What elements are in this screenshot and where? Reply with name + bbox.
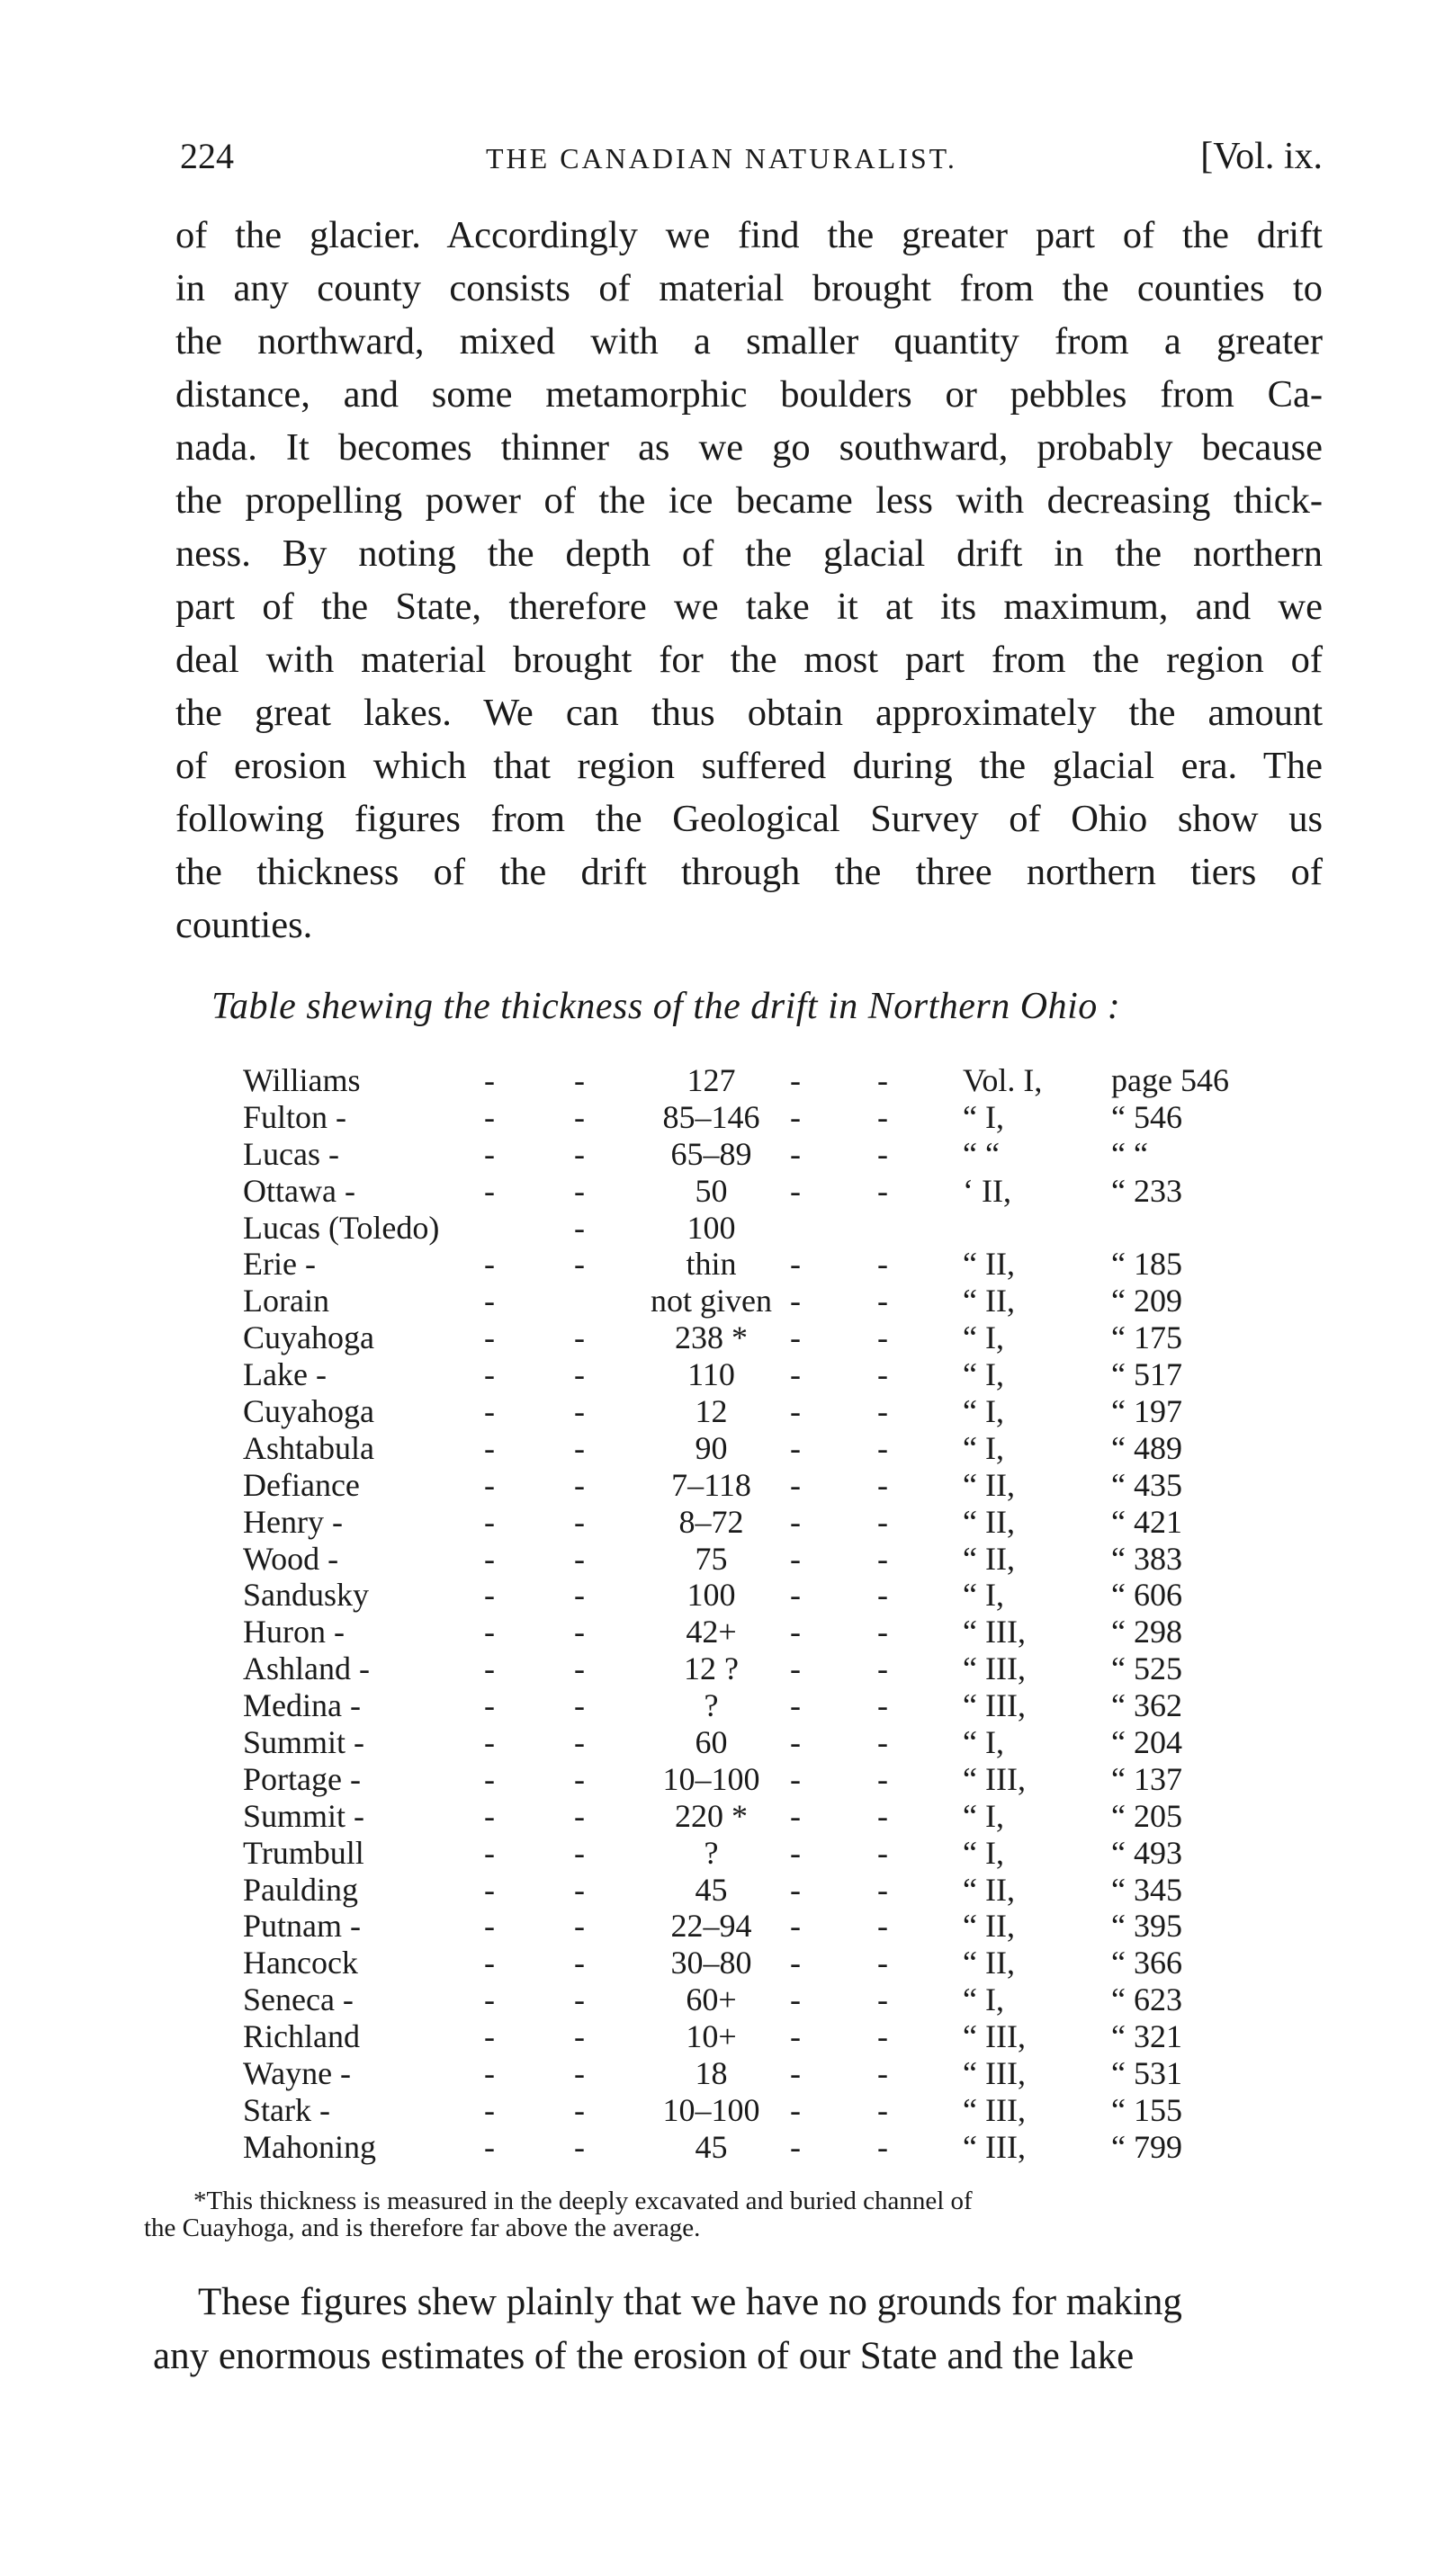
dash-leader: -: [574, 1062, 585, 1098]
thickness-value: 12 ?: [684, 1650, 739, 1687]
dash-leader: -: [790, 1687, 801, 1724]
dash-leader: -: [790, 2091, 801, 2128]
table-row: [243, 1172, 1260, 1209]
dash-leader: -: [790, 1834, 801, 1871]
table-row: [243, 1245, 1260, 1282]
dash-leader: -: [484, 1577, 495, 1614]
text-line: nada. It becomes thinner as we go southward, probably because: [175, 426, 1323, 469]
volume-ref: “ II,: [963, 1871, 1015, 1908]
county-name: Lucas (Toledo): [243, 1209, 440, 1246]
thickness-value: 10–100: [662, 1760, 760, 1797]
text-line: the northward, mixed with a smaller quantity from a greater: [175, 320, 1323, 362]
volume-ref: Vol. I,: [963, 1062, 1043, 1098]
thickness-value: 220 *: [675, 1797, 748, 1834]
dash-leader: -: [877, 1393, 888, 1430]
dash-leader: -: [574, 2128, 585, 2165]
thickness-value: 85–146: [662, 1098, 760, 1135]
volume-ref: “ II,: [963, 1503, 1015, 1540]
body-paragraph: [175, 209, 1323, 952]
dash-leader: -: [574, 1172, 585, 1209]
dash-leader: -: [877, 1283, 888, 1319]
dash-leader: -: [574, 2055, 585, 2092]
text-line: of the glacier. Accordingly we find the greater part of the drift: [175, 214, 1323, 256]
page-ref: “ 204: [1111, 1724, 1182, 1761]
dash-leader: -: [484, 1724, 495, 1761]
table-row: [243, 2091, 1260, 2128]
dash-leader: -: [877, 1797, 888, 1834]
drift-thickness-table: [243, 1061, 1260, 2165]
table-row: [243, 1613, 1260, 1650]
dash-leader: -: [484, 1062, 495, 1098]
table-row: [243, 1466, 1260, 1503]
table-row: [243, 1686, 1260, 1723]
dash-leader: -: [574, 1356, 585, 1393]
table-row: [243, 1061, 1260, 1098]
table-row: [243, 1540, 1260, 1577]
table-row: [243, 1576, 1260, 1613]
volume-ref: “ II,: [963, 1945, 1015, 1981]
page-ref: “ 321: [1111, 2018, 1182, 2055]
dash-leader: -: [877, 1687, 888, 1724]
thickness-value: 60: [695, 1724, 728, 1761]
text-line: distance, and some metamorphic boulders or pebbles from Ca-: [175, 373, 1323, 416]
dash-leader: -: [484, 1871, 495, 1908]
dash-leader: -: [484, 1540, 495, 1577]
dash-leader: -: [877, 1503, 888, 1540]
dash-leader: -: [790, 1760, 801, 1797]
page-ref: “ 517: [1111, 1356, 1182, 1393]
volume-ref: “ III,: [963, 2128, 1026, 2165]
dash-leader: -: [574, 1650, 585, 1687]
county-name: Richland: [243, 2018, 360, 2055]
dash-leader: -: [790, 1429, 801, 1466]
dash-leader: -: [484, 1945, 495, 1981]
page-ref: “ 155: [1111, 2091, 1182, 2128]
dash-leader: -: [790, 1503, 801, 1540]
dash-leader: -: [484, 1429, 495, 1466]
dash-leader: -: [484, 2128, 495, 2165]
text-line: following figures from the Geological Survey of Ohio show us: [175, 798, 1323, 840]
dash-leader: -: [484, 1356, 495, 1393]
page-ref: “ 137: [1111, 1760, 1182, 1797]
thickness-value: 100: [687, 1209, 736, 1246]
dash-leader: -: [484, 1393, 495, 1430]
dash-leader: -: [790, 1246, 801, 1283]
county-name: Fulton -: [243, 1098, 347, 1135]
dash-leader: -: [484, 2018, 495, 2055]
page-ref: “ 546: [1111, 1098, 1182, 1135]
dash-leader: -: [877, 1908, 888, 1945]
dash-leader: -: [574, 2091, 585, 2128]
thickness-value: 45: [695, 2128, 728, 2165]
thickness-value: ?: [704, 1834, 719, 1871]
volume-ref: “ III,: [963, 2018, 1026, 2055]
volume-ref: “ III,: [963, 1614, 1026, 1650]
page-ref: “ 395: [1111, 1908, 1182, 1945]
page-ref: “ 209: [1111, 1283, 1182, 1319]
page-ref: page 546: [1111, 1062, 1229, 1098]
dash-leader: -: [877, 1577, 888, 1614]
thickness-value: 45: [695, 1871, 728, 1908]
page-ref: “ 435: [1111, 1466, 1182, 1503]
dash-leader: -: [484, 1319, 495, 1356]
dash-leader: -: [877, 1319, 888, 1356]
dash-leader: -: [790, 1393, 801, 1430]
dash-leader: -: [877, 1760, 888, 1797]
dash-leader: -: [574, 1945, 585, 1981]
table-row: [243, 1503, 1260, 1540]
dash-leader: -: [484, 1908, 495, 1945]
dash-leader: -: [877, 2055, 888, 2092]
dash-leader: -: [790, 1577, 801, 1614]
county-name: Ottawa -: [243, 1172, 355, 1209]
text-line: of erosion which that region suffered during the glacial era. The: [175, 745, 1323, 787]
volume-ref: “ II,: [963, 1540, 1015, 1577]
dash-leader: -: [877, 1098, 888, 1135]
page-ref: “ 205: [1111, 1797, 1182, 1834]
thickness-value: 18: [695, 2055, 728, 2092]
table-row: [243, 2017, 1260, 2054]
dash-leader: -: [574, 1760, 585, 1797]
table-row: [243, 1355, 1260, 1392]
county-name: Hancock: [243, 1945, 358, 1981]
volume-ref: “ III,: [963, 2055, 1026, 2092]
text-line: ness. By noting the depth of the glacial drift in the northern: [175, 532, 1323, 575]
dash-leader: -: [877, 1540, 888, 1577]
thickness-value: 7–118: [671, 1466, 751, 1503]
table-row: [243, 1981, 1260, 2017]
dash-leader: -: [484, 1687, 495, 1724]
page-ref: “ 197: [1111, 1393, 1182, 1430]
dash-leader: -: [877, 2091, 888, 2128]
page-ref: “ 489: [1111, 1429, 1182, 1466]
dash-leader: -: [790, 1098, 801, 1135]
text-line: in any county consists of material brought from the counties to: [175, 267, 1323, 309]
running-title: THE CANADIAN NATURALIST.: [486, 142, 957, 174]
dash-leader: -: [877, 1062, 888, 1098]
text-line: part of the State, therefore we take it at its maximum, and we: [175, 586, 1323, 628]
thickness-value: 75: [695, 1540, 728, 1577]
page-ref: “ 799: [1111, 2128, 1182, 2165]
dash-leader: -: [790, 1319, 801, 1356]
dash-leader: -: [790, 1797, 801, 1834]
dash-leader: -: [574, 1319, 585, 1356]
thickness-value: 90: [695, 1429, 728, 1466]
county-name: Seneca -: [243, 1981, 354, 2018]
thickness-value: 60+: [686, 1981, 737, 2018]
dash-leader: -: [877, 1945, 888, 1981]
thickness-value: thin: [686, 1246, 737, 1283]
county-name: Wayne -: [243, 2055, 352, 2092]
volume-ref: “ II,: [963, 1246, 1015, 1283]
table-row: [243, 1209, 1260, 1246]
text-line: the propelling power of the ice became less with decreasing thick-: [175, 479, 1323, 522]
dash-leader: -: [790, 2018, 801, 2055]
dash-leader: -: [484, 1834, 495, 1871]
volume-ref: ‘ II,: [963, 1172, 1011, 1209]
page-ref: “ 175: [1111, 1319, 1182, 1356]
county-name: Cuyahoga: [243, 1319, 374, 1356]
county-name: Erie -: [243, 1246, 316, 1283]
dash-leader: -: [790, 1724, 801, 1761]
dash-leader: -: [484, 1503, 495, 1540]
volume-ref: “ I,: [963, 1981, 1004, 2018]
dash-leader: -: [790, 1614, 801, 1650]
volume-ref: “ I,: [963, 1577, 1004, 1614]
dash-leader: -: [484, 1981, 495, 2018]
dash-leader: -: [484, 1246, 495, 1283]
thickness-value: ?: [704, 1687, 719, 1724]
page-number: 224: [180, 136, 234, 176]
county-name: Ashtabula: [243, 1429, 374, 1466]
table-caption: Table shewing the thickness of the drift in Northern Ohio :: [211, 986, 1121, 1027]
dash-leader: -: [574, 1614, 585, 1650]
county-name: Ashland -: [243, 1650, 370, 1687]
county-name: Huron -: [243, 1614, 345, 1650]
dash-leader: -: [574, 1135, 585, 1172]
county-name: Sandusky: [243, 1577, 370, 1614]
county-name: Medina -: [243, 1687, 361, 1724]
dash-leader: -: [574, 1393, 585, 1430]
county-name: Trumbull: [243, 1834, 364, 1871]
volume-ref: “ III,: [963, 1760, 1026, 1797]
dash-leader: -: [790, 1135, 801, 1172]
dash-leader: -: [574, 1429, 585, 1466]
county-name: Williams: [243, 1062, 361, 1098]
volume-ref: “ II,: [963, 1908, 1015, 1945]
thickness-value: 100: [687, 1577, 736, 1614]
thickness-value: 30–80: [670, 1945, 752, 1981]
county-name: Cuyahoga: [243, 1393, 374, 1430]
page-ref: “ 383: [1111, 1540, 1182, 1577]
table-row: [243, 2128, 1260, 2165]
table-row: [243, 2054, 1260, 2091]
county-name: Lucas -: [243, 1135, 339, 1172]
volume-ref: “ II,: [963, 1466, 1015, 1503]
dash-leader: -: [574, 1687, 585, 1724]
dash-leader: -: [484, 1135, 495, 1172]
volume-ref: “ I,: [963, 1429, 1004, 1466]
dash-leader: -: [484, 1172, 495, 1209]
thickness-value: 42+: [686, 1614, 737, 1650]
dash-leader: -: [574, 1466, 585, 1503]
dash-leader: -: [790, 1945, 801, 1981]
volume-ref: “ III,: [963, 1687, 1026, 1724]
text-line: counties.: [175, 904, 313, 946]
dash-leader: -: [484, 1760, 495, 1797]
table-row: [243, 1871, 1260, 1908]
county-name: Stark -: [243, 2091, 330, 2128]
volume-ref: “ I,: [963, 1319, 1004, 1356]
page-ref: “ 362: [1111, 1687, 1182, 1724]
county-name: Henry -: [243, 1503, 343, 1540]
running-header: [180, 135, 1323, 189]
dash-leader: -: [484, 1466, 495, 1503]
thickness-value: 238 *: [675, 1319, 748, 1356]
thickness-value: 65–89: [670, 1135, 752, 1172]
volume-ref: “ III,: [963, 2091, 1026, 2128]
table-row: [243, 1834, 1260, 1871]
county-name: Lake -: [243, 1356, 327, 1393]
dash-leader: -: [877, 1614, 888, 1650]
dash-leader: -: [877, 1650, 888, 1687]
dash-leader: -: [877, 2128, 888, 2165]
dash-leader: -: [484, 1650, 495, 1687]
dash-leader: -: [790, 1283, 801, 1319]
text-line: deal with material brought for the most part from the region of: [175, 639, 1323, 681]
table-row: [243, 1760, 1260, 1797]
dash-leader: -: [877, 1466, 888, 1503]
dash-leader: -: [877, 1246, 888, 1283]
table-row: [243, 1797, 1260, 1834]
dash-leader: -: [790, 1172, 801, 1209]
dash-leader: -: [790, 1062, 801, 1098]
closing-paragraph: [153, 2276, 1296, 2384]
dash-leader: -: [574, 1503, 585, 1540]
table-row: [243, 1429, 1260, 1466]
dash-leader: -: [790, 1981, 801, 2018]
dash-leader: -: [790, 1356, 801, 1393]
volume-label: [Vol. ix.: [1200, 136, 1323, 177]
page-ref: “ 345: [1111, 1871, 1182, 1908]
county-name: Lorain: [243, 1283, 329, 1319]
dash-leader: -: [574, 1871, 585, 1908]
table-row: [243, 1650, 1260, 1686]
volume-ref: “ I,: [963, 1098, 1004, 1135]
dash-leader: -: [484, 2091, 495, 2128]
table-row: [243, 1392, 1260, 1429]
dash-leader: -: [790, 1466, 801, 1503]
county-name: Summit -: [243, 1724, 365, 1761]
footnote: [144, 2187, 1305, 2241]
thickness-value: 50: [695, 1172, 728, 1209]
dash-leader: -: [790, 1871, 801, 1908]
text-line: any enormous estimates of the erosion of our State and the lake: [153, 2335, 1135, 2377]
dash-leader: -: [574, 1724, 585, 1761]
volume-ref: “ II,: [963, 1283, 1015, 1319]
county-name: Summit -: [243, 1797, 365, 1834]
thickness-value: not given: [651, 1283, 772, 1319]
dash-leader: -: [790, 1650, 801, 1687]
table-row: [243, 1098, 1260, 1135]
county-name: Mahoning: [243, 2128, 376, 2165]
page-ref: “ “: [1111, 1135, 1148, 1172]
table-row: [243, 1135, 1260, 1172]
page-ref: “ 298: [1111, 1614, 1182, 1650]
dash-leader: -: [877, 1871, 888, 1908]
table-row: [243, 1282, 1260, 1319]
dash-leader: -: [574, 2018, 585, 2055]
footnote-line: *This thickness is measured in the deeply excavated and buried channel of: [193, 2187, 973, 2215]
thickness-value: 22–94: [670, 1908, 752, 1945]
dash-leader: -: [574, 1209, 585, 1246]
volume-ref: “ I,: [963, 1797, 1004, 1834]
county-name: Putnam -: [243, 1908, 361, 1945]
text-line: the thickness of the drift through the three northern tiers of: [175, 851, 1323, 893]
county-name: Paulding: [243, 1871, 359, 1908]
volume-ref: “ I,: [963, 1356, 1004, 1393]
dash-leader: -: [574, 1577, 585, 1614]
dash-leader: -: [877, 1356, 888, 1393]
dash-leader: -: [790, 1908, 801, 1945]
volume-ref: “ “: [963, 1135, 1000, 1172]
text-line: the great lakes. We can thus obtain approximately the amount: [175, 692, 1323, 734]
volume-ref: “ III,: [963, 1650, 1026, 1687]
page-ref: “ 623: [1111, 1981, 1182, 2018]
thickness-value: 127: [687, 1062, 736, 1098]
table-row: [243, 1907, 1260, 1944]
page-ref: “ 366: [1111, 1945, 1182, 1981]
dash-leader: -: [790, 2128, 801, 2165]
table-row: [243, 1723, 1260, 1760]
page-ref: “ 525: [1111, 1650, 1182, 1687]
table-row: [243, 1319, 1260, 1355]
page-ref: “ 606: [1111, 1577, 1182, 1614]
thickness-value: 110: [687, 1356, 735, 1393]
thickness-value: 10–100: [662, 2091, 760, 2128]
page-ref: “ 233: [1111, 1172, 1182, 1209]
dash-leader: -: [790, 1540, 801, 1577]
dash-leader: -: [877, 1429, 888, 1466]
dash-leader: -: [574, 1981, 585, 2018]
dash-leader: -: [877, 2018, 888, 2055]
dash-leader: -: [484, 1283, 495, 1319]
dash-leader: -: [484, 1098, 495, 1135]
thickness-value: 12: [695, 1393, 728, 1430]
volume-ref: “ I,: [963, 1834, 1004, 1871]
page-ref: “ 531: [1111, 2055, 1182, 2092]
page-ref: “ 493: [1111, 1834, 1182, 1871]
dash-leader: -: [484, 1614, 495, 1650]
dash-leader: -: [877, 1135, 888, 1172]
dash-leader: -: [877, 1724, 888, 1761]
dash-leader: -: [574, 1246, 585, 1283]
dash-leader: -: [574, 1098, 585, 1135]
table-row: [243, 1944, 1260, 1981]
county-name: Wood -: [243, 1540, 339, 1577]
dash-leader: -: [484, 2055, 495, 2092]
footnote-line: the Cuayhoga, and is therefore far above the average.: [144, 2214, 701, 2242]
page-ref: “ 185: [1111, 1246, 1182, 1283]
thickness-value: 10+: [686, 2018, 737, 2055]
thickness-value: 8–72: [678, 1503, 744, 1540]
dash-leader: -: [574, 1834, 585, 1871]
text-line: These figures shew plainly that we have no grounds for making: [198, 2281, 1182, 2323]
dash-leader: -: [574, 1908, 585, 1945]
dash-leader: -: [790, 2055, 801, 2092]
dash-leader: -: [877, 1172, 888, 1209]
page-ref: “ 421: [1111, 1503, 1182, 1540]
dash-leader: -: [877, 1834, 888, 1871]
county-name: Defiance: [243, 1466, 360, 1503]
county-name: Portage -: [243, 1760, 361, 1797]
dash-leader: -: [484, 1797, 495, 1834]
dash-leader: -: [574, 1797, 585, 1834]
dash-leader: -: [877, 1981, 888, 2018]
volume-ref: “ I,: [963, 1393, 1004, 1430]
dash-leader: -: [574, 1540, 585, 1577]
volume-ref: “ I,: [963, 1724, 1004, 1761]
